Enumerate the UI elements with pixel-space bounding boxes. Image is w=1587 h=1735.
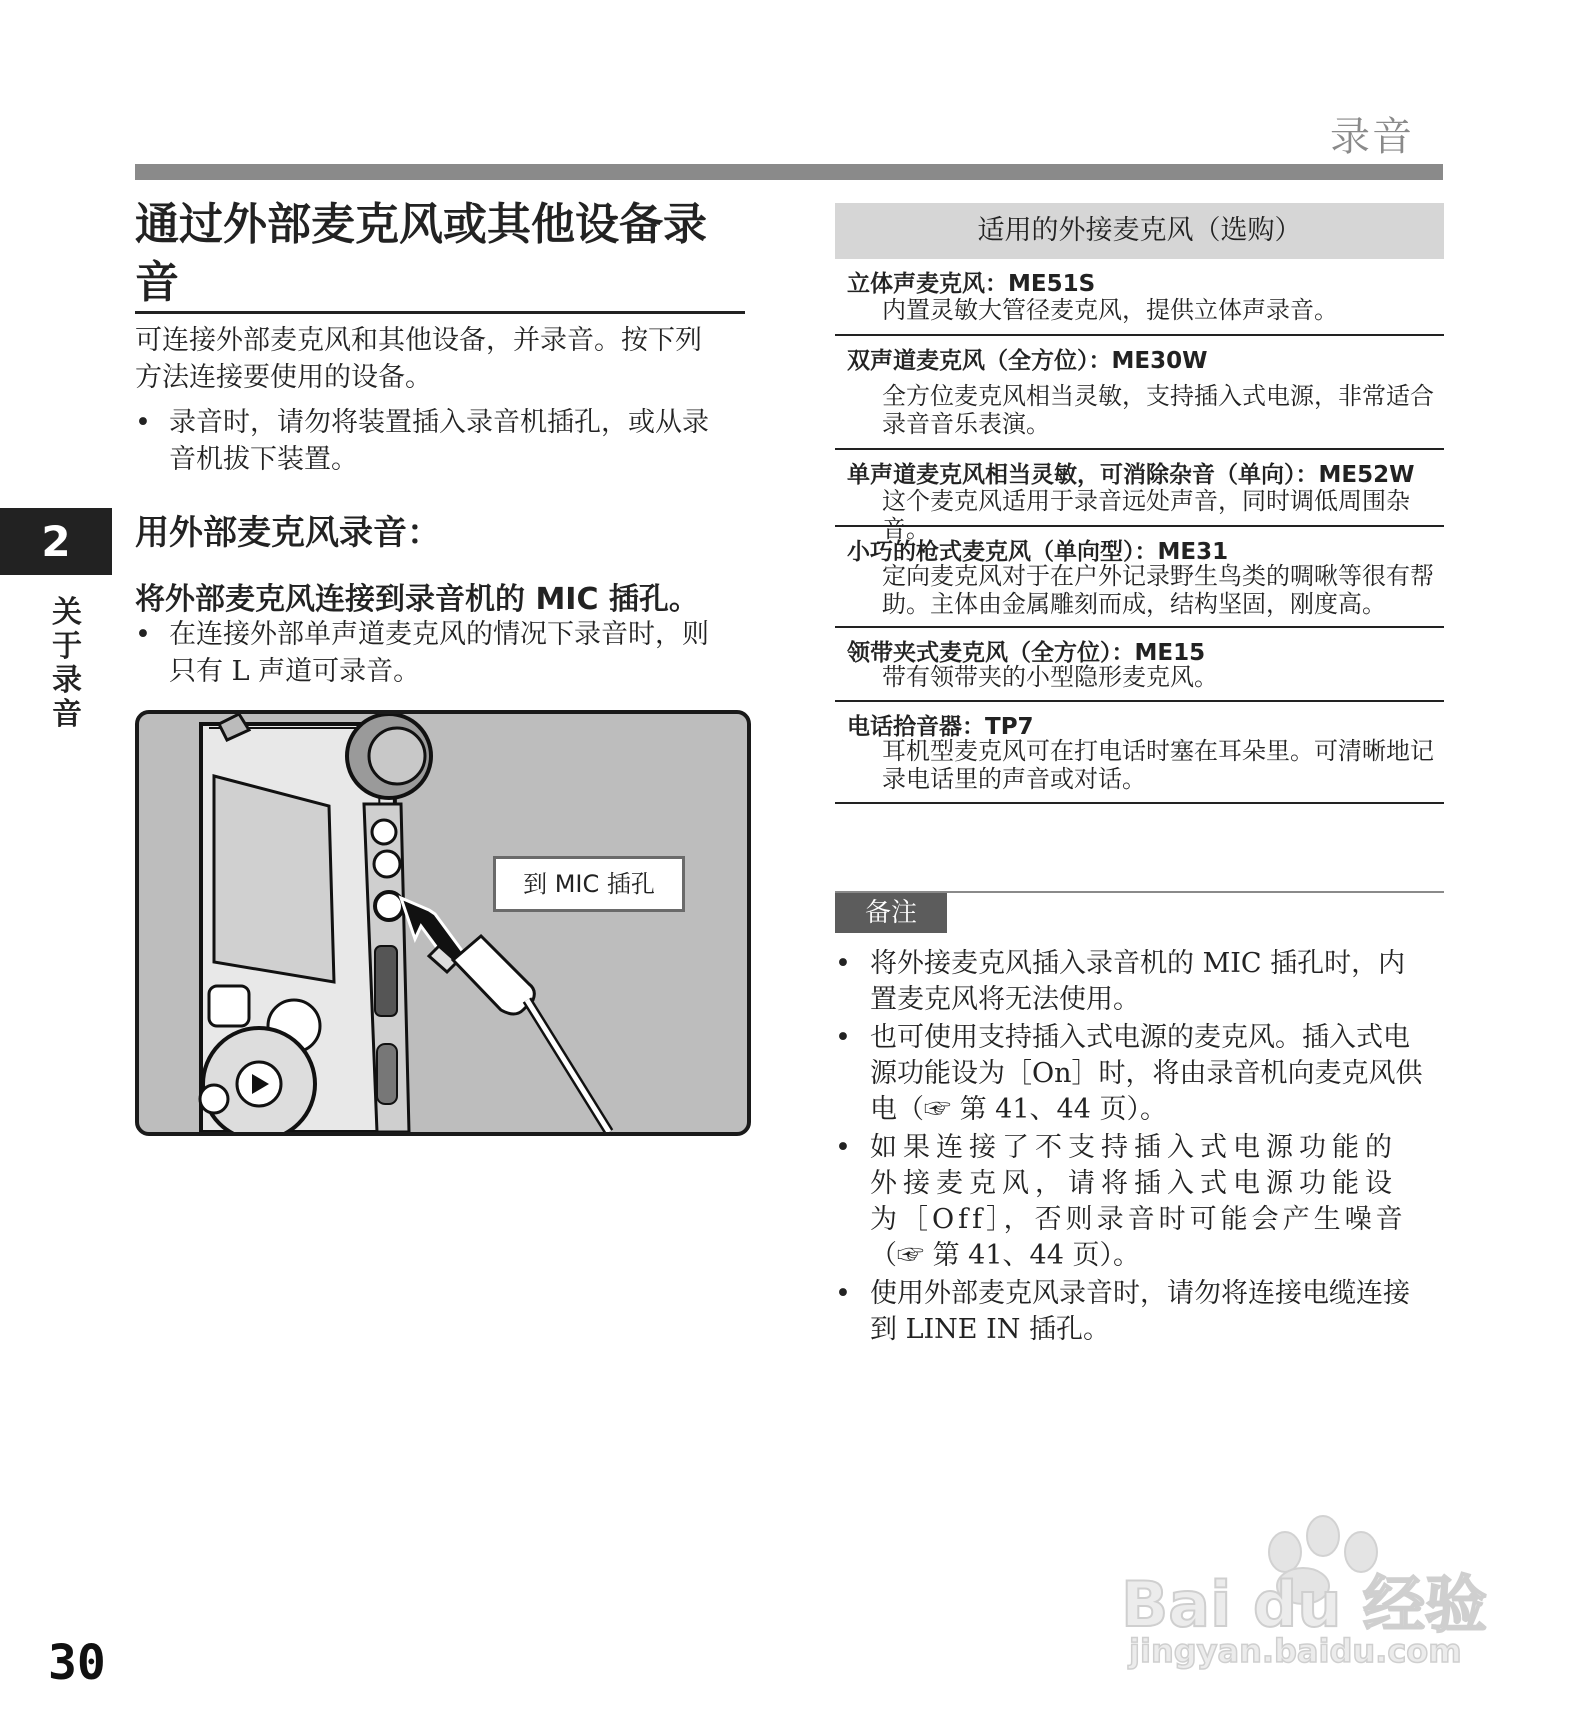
note-line: 如果连接了不支持插入式电源功能的: [870, 1132, 1398, 1163]
note-item: [835, 1130, 1447, 1276]
bullet-dot: •: [835, 1022, 851, 1053]
page-title: [135, 196, 755, 312]
note-line: 也可使用支持插入式电源的麦克风。插入式电: [870, 1022, 1410, 1053]
row-title: 电话拾音器：TP7: [847, 714, 1034, 740]
note-line: 置麦克风将无法使用。: [870, 984, 1140, 1015]
bullet-dot: •: [135, 619, 151, 650]
page-title-line2: 音: [135, 257, 179, 308]
note-line: 外接麦克风，请将插入式电源功能设: [870, 1168, 1398, 1199]
bullet-dot: •: [835, 1132, 851, 1163]
row-title: 单声道麦克风相当灵敏，可消除杂音（单向）：ME52W: [847, 462, 1415, 488]
caution-bullet: [135, 404, 755, 484]
row-title: 领带夹式麦克风（全方位）：ME15: [847, 640, 1206, 666]
bullet-line: 录音时，请勿将装置插入录音机插孔，或从录: [169, 407, 709, 438]
title-underline: [135, 311, 745, 314]
note-line: 将外接麦克风插入录音机的 MIC 插孔时，内: [870, 948, 1406, 979]
chapter-side-label: 关于录音: [52, 595, 82, 732]
section-header-title: 录音: [1330, 114, 1414, 160]
table-row: [835, 450, 1444, 543]
note-item: [835, 946, 1447, 1020]
intro-paragraph: [135, 322, 750, 396]
mic-jack-callout: 到 MIC 插孔: [493, 856, 685, 912]
table-row: [835, 259, 1444, 336]
header-divider-bar: [135, 164, 1443, 180]
bullet-line: 音机拔下装置。: [169, 444, 358, 475]
row-desc: 定向麦克风对于在户外记录野生鸟类的啁啾等很有帮: [882, 562, 1434, 590]
bullet-line: 在连接外部单声道麦克风的情况下录音时，则: [169, 619, 709, 650]
row-desc: 录音音乐表演。: [882, 410, 1050, 438]
bullet-dot: •: [135, 407, 151, 438]
intro-line-2: 方法连接要使用的设备。: [135, 362, 432, 393]
row-title: 小巧的枪式麦克风（单向型）：ME31: [847, 539, 1229, 565]
row-title: 立体声麦克风：ME51S: [847, 271, 1096, 297]
recorder-drawing: [139, 714, 747, 1132]
note-line: 使用外部麦克风录音时，请勿将连接电缆连接: [870, 1278, 1410, 1309]
table-row: [835, 702, 1444, 804]
note-line: 到 LINE IN 插孔。: [870, 1314, 1110, 1345]
mono-mic-bullet: [135, 616, 755, 696]
table-row: [835, 527, 1444, 628]
intro-line-1: 可连接外部麦克风和其他设备，并录音。按下列: [135, 325, 702, 356]
table-heading: 适用的外接麦克风（选购）: [835, 203, 1444, 259]
bullet-line: 只有 L 声道可录音。: [169, 656, 421, 687]
row-title: 双声道麦克风（全方位）：ME30W: [847, 348, 1208, 374]
row-desc: 全方位麦克风相当灵敏，支持插入式电源，非常适合: [882, 382, 1434, 410]
baidu-watermark-logo: [1115, 1490, 1495, 1670]
subheading: 用外部麦克风录音：: [135, 513, 441, 553]
row-desc: 耳机型麦克风可在打电话时塞在耳朵里。可清晰地记: [882, 737, 1434, 765]
note-line: 源功能设为［On］时，将由录音机向麦克风供: [870, 1058, 1423, 1089]
row-desc: 助。主体由金属雕刻而成，结构坚固，刚度高。: [882, 590, 1386, 618]
watermark-brand: Bai du 经验: [1121, 1568, 1488, 1641]
page-number: 30: [48, 1635, 106, 1691]
chapter-tab: 2: [0, 508, 112, 575]
note-item: [835, 1020, 1447, 1130]
step-heading: 将外部麦克风连接到录音机的 MIC 插孔。: [135, 582, 699, 617]
note-item: [835, 1276, 1447, 1350]
bullet-dot: •: [835, 1278, 851, 1309]
row-desc: 带有领带夹的小型隐形麦克风。: [882, 663, 1218, 691]
row-desc: 内置灵敏大管径麦克风，提供立体声录音。: [882, 296, 1338, 324]
bullet-dot: •: [835, 948, 851, 979]
row-desc: 这个麦克风适用于录音远处声音，同时调低周围杂音。: [882, 487, 1410, 543]
note-line: （☞ 第 41、44 页）。: [870, 1240, 1140, 1271]
note-line: 电（☞ 第 41、44 页）。: [870, 1094, 1167, 1125]
page-title-line1: 通过外部麦克风或其他设备录: [135, 199, 707, 250]
notes-tag: 备注: [835, 893, 947, 933]
table-row: [835, 336, 1444, 450]
watermark-url: jingyan.baidu.com: [1129, 1632, 1462, 1670]
note-line: 为［Off］，否则录音时可能会产生噪音: [870, 1204, 1407, 1235]
mic-connection-illustration: [135, 710, 751, 1136]
row-desc: 录电话里的声音或对话。: [882, 765, 1146, 793]
table-row: [835, 628, 1444, 702]
